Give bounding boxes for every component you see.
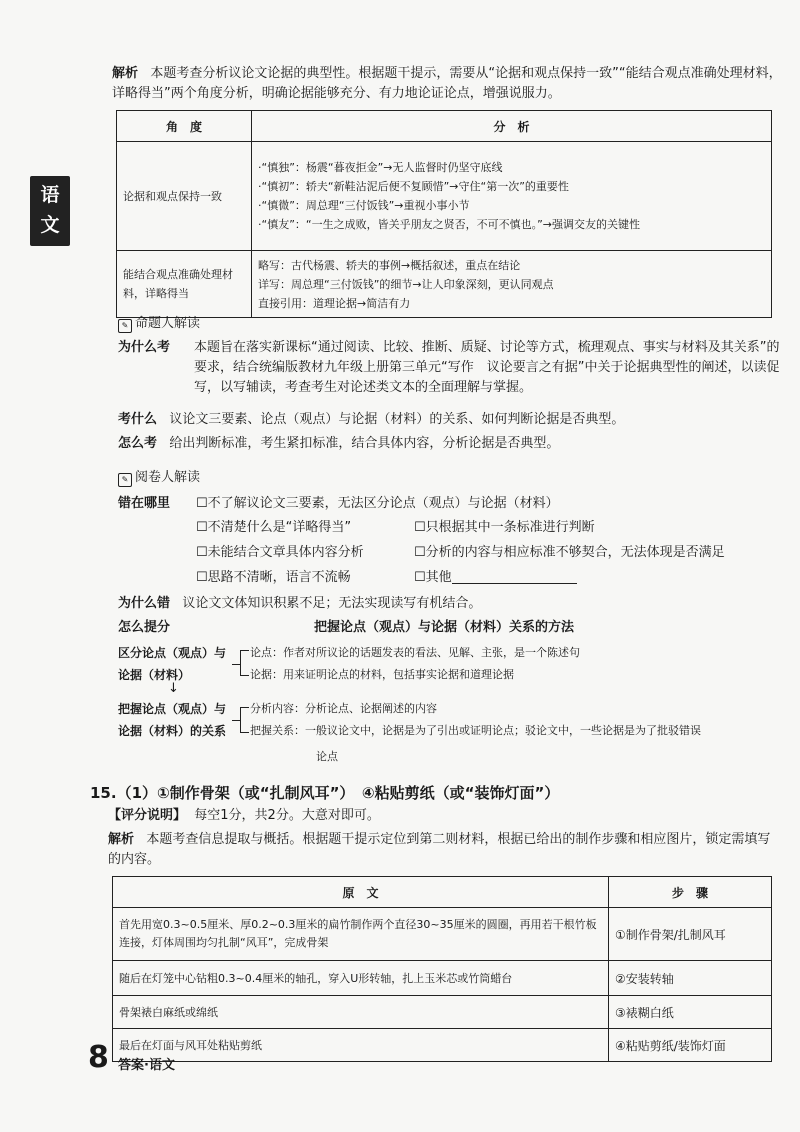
table-cell-text: 最后在灯面与风耳处粘贴剪纸	[113, 1029, 609, 1062]
method-title: 把握论点（观点）与论据（材料）关系的方法	[314, 620, 575, 635]
checklist-item-label: 思路不清晰，语言不流畅	[207, 570, 351, 585]
table-cell-analysis	[252, 142, 772, 251]
analysis-line: 直接引用：道理论据→简洁有力	[258, 296, 411, 310]
subject-tab-char: 语	[40, 184, 60, 206]
how-test-row	[118, 434, 559, 454]
page-number: 8	[88, 1040, 109, 1075]
analysis-line: ·“慎微”：周总理“三付饭钱”→重视小事小节	[258, 199, 470, 212]
table-cell-angle: 能结合观点准确处理材料，详略得当	[117, 251, 252, 318]
diagram-node-line: 区分论点（观点）与	[118, 646, 227, 660]
diagram-node	[118, 698, 226, 742]
connector-line	[232, 720, 240, 721]
table-cell-text: 随后在灯笼中心钻粗0.3~0.4厘米的轴孔，穿入U形转轴，扎上玉米芯或竹筒蜡台	[113, 961, 609, 996]
scoring-text: 每空1分，共2分。大意对即可。	[194, 808, 380, 823]
table-header-row	[113, 877, 772, 908]
why-wrong-row	[118, 594, 481, 614]
table-header: 步 骤	[609, 877, 772, 908]
pen-icon: ✎	[118, 319, 132, 333]
footer-label: 答案·语文	[118, 1058, 175, 1073]
analysis-label: 解析	[108, 832, 135, 847]
checklist-item[interactable]: ☐思路不清晰，语言不流畅	[196, 570, 351, 585]
analysis-line: 略写：古代杨震、轿夫的事例→概括叙述，重点在结论	[258, 258, 521, 272]
how-test-text: 给出判断标准，考生紧扣标准，结合具体内容，分析论据是否典型。	[169, 436, 560, 451]
how-test-label: 怎么考	[118, 436, 158, 451]
table-header: 分 析	[252, 111, 772, 142]
checklist-item-label: 其他	[425, 570, 452, 585]
diagram-node-line: 论据（材料）的关系	[118, 724, 227, 738]
analysis-line: ·“慎初”：轿夫“新鞋沾泥后便不复顾惜”→守住“第一次”的重要性	[258, 180, 569, 193]
analysis-line: ·“慎独”：杨震“暮夜拒金”→无人监督时仍坚守底线	[258, 161, 503, 174]
analysis-label: 解析	[112, 66, 139, 81]
diagram-branches	[250, 698, 701, 742]
checklist-item[interactable]: ☐其他	[414, 568, 577, 588]
down-arrow-icon: ↓	[168, 681, 179, 696]
checklist-item[interactable]: ☐不了解议论文三要素，无法区分论点（观点）与论据（材料）	[196, 496, 559, 511]
table-cell-text: 骨架裱白麻纸或绵纸	[113, 996, 609, 1029]
diagram-branch: 分析内容：分析论点、论据阐述的内容	[250, 702, 437, 715]
grader-heading-text: 阅卷人解读	[135, 470, 201, 485]
table-header: 角 度	[117, 111, 252, 142]
blank-line	[452, 569, 577, 584]
subject-tab-char: 文	[40, 214, 60, 236]
table-row	[113, 1029, 772, 1062]
why-test-text: 本题旨在落实新课标“通过阅读、比较、推断、质疑、讨论等方式，梳理观点、事实与材料及其关系”的要求，结合统编版教材九年级上册第三单元“写作 议论要言之有据”中关于论据典型性的阐述，以读促写，以写辅读，考查考生对论述类文本的全面理解与掌握。	[194, 340, 780, 395]
analysis-text: 本题考查分析议论文论据的典型性。根据题干提示，需要从“论据和观点保持一致”“能结合观点准确处理材料，详略得当”两个角度分析，明确论据能够充分、有力地论证论点，增强说服力。	[112, 66, 782, 101]
scoring-row	[108, 806, 380, 826]
table-row	[113, 996, 772, 1029]
what-test-label: 考什么	[118, 412, 158, 427]
checklist-item[interactable]: ☐未能结合文章具体内容分析	[196, 545, 364, 560]
checklist-item-label: 不清楚什么是“详略得当”	[207, 520, 352, 535]
analysis-table	[116, 110, 772, 318]
why-wrong-label: 为什么错	[118, 596, 171, 611]
table-cell-analysis	[252, 251, 772, 318]
table-cell-step: ②安装转轴	[609, 961, 772, 996]
checklist-item-label: 分析的内容与相应标准不够契合，无法体现是否满足	[425, 545, 725, 560]
scoring-label: 【评分说明】	[108, 808, 187, 823]
analysis-line: ·“慎友”：“一生之成败，皆关乎朋友之贤否，不可不慎也。”→强调交友的关键性	[258, 218, 641, 231]
table-row	[117, 142, 772, 251]
where-wrong-label: 错在哪里	[118, 496, 171, 511]
q15-answer: 15.（1）①制作骨架（或“扎制风耳”） ④粘贴剪纸（或“装饰灯面”）	[90, 784, 560, 802]
table-cell-step: ③裱糊白纸	[609, 996, 772, 1029]
table-cell-angle: 论据和观点保持一致	[117, 142, 252, 251]
table-header: 原 文	[113, 877, 609, 908]
table-row	[113, 961, 772, 996]
why-wrong-text: 议论文文体知识积累不足；无法实现读写有机结合。	[182, 596, 482, 611]
setter-heading	[118, 314, 200, 334]
grader-heading	[118, 468, 200, 488]
table-row	[113, 908, 772, 961]
table-row	[117, 251, 772, 318]
q15-analysis	[108, 830, 780, 870]
bracket	[240, 650, 249, 676]
checklist-item[interactable]: ☐只根据其中一条标准进行判断	[414, 520, 595, 535]
setter-heading-text: 命题人解读	[135, 316, 201, 331]
analysis-line: 详写：周总理“三付饭钱”的细节→让人印象深刻，更认同观点	[258, 277, 554, 291]
connector-line	[232, 664, 240, 665]
diagram-branch-tail: 论点	[316, 750, 338, 763]
table-cell-step: ④粘贴剪纸/装饰灯面	[609, 1029, 772, 1062]
diagram-branch: 论据：用来证明论点的材料，包括事实论据和道理论据	[250, 668, 514, 681]
steps-table	[112, 876, 772, 1062]
why-test-label-text: 为什么考	[118, 340, 171, 355]
checklist-item-label: 未能结合文章具体内容分析	[207, 545, 364, 560]
diagram-branch: 论点：作者对所议论的话题发表的看法、见解、主张，是一个陈述句	[250, 646, 580, 659]
diagram-node	[118, 642, 226, 686]
diagram-node-line: 把握论点（观点）与	[118, 702, 227, 716]
improve-label: 怎么提分	[118, 620, 171, 635]
checklist-item-label: 不了解议论文三要素，无法区分论点（观点）与论据（材料）	[207, 496, 559, 511]
diagram-node-line: 论据（材料）	[118, 668, 191, 682]
analysis-text: 本题考查信息提取与概括。根据题干提示定位到第二则材料，根据已给出的制作步骤和相应图片，锁定需填写的内容。	[108, 832, 771, 867]
diagram-branch: 把握关系：一般议论文中，论据是为了引出或证明论点；驳论文中，一些论据是为了批驳错误	[250, 724, 701, 737]
what-test-text: 议论文三要素、论点（观点）与论据（材料）的关系、如何判断论据是否典型。	[169, 412, 625, 427]
checklist-item[interactable]: ☐分析的内容与相应标准不够契合，无法体现是否满足	[414, 545, 725, 560]
table-cell-step: ①制作骨架/扎制风耳	[609, 908, 772, 961]
pen-icon: ✎	[118, 473, 132, 487]
what-test-row	[118, 410, 624, 430]
table-header-row	[117, 111, 772, 142]
table-cell-text: 首先用宽0.3~0.5厘米、厚0.2~0.3厘米的扁竹制作两个直径30~35厘米的圆圈，再用若干根竹板连接，灯体周围均匀扎制“风耳”，完成骨架	[113, 908, 609, 961]
checklist-item-label: 只根据其中一条标准进行判断	[425, 520, 595, 535]
checklist-item[interactable]: ☐不清楚什么是“详略得当”	[196, 520, 352, 535]
analysis-paragraph	[112, 64, 784, 104]
subject-tab	[30, 176, 70, 246]
diagram-branches	[250, 642, 580, 686]
bracket	[240, 707, 249, 733]
